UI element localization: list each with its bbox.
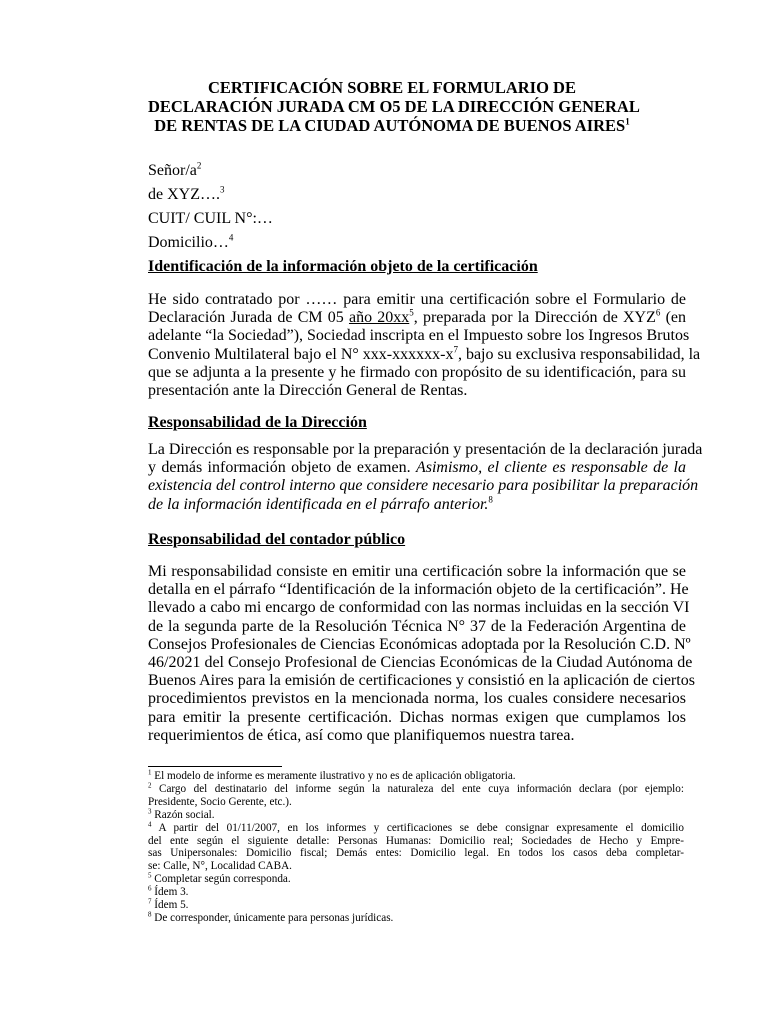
addressee-senor-text: Señor/a xyxy=(148,162,197,179)
footnote-text: Completar según corresponda. xyxy=(154,873,291,886)
footnote-line xyxy=(148,912,684,925)
paragraph-line: de la segunda parte de la Resolución Técnica N° 37 de la Federación Argentina de xyxy=(148,617,686,635)
footnote-number: 2 xyxy=(148,781,152,790)
footnote-text: Ídem 5. xyxy=(154,899,189,912)
footnote-number: 8 xyxy=(148,910,152,919)
paragraph-line: adelante “la Sociedad”), Sociedad inscripta en el Impuesto sobre los Ingresos Brutos xyxy=(148,327,690,345)
paragraph-line: presentación ante la Dirección General de Rentas. xyxy=(148,382,468,400)
footnote-line xyxy=(148,886,684,899)
addressee-company xyxy=(148,185,224,204)
paragraph-line: que se adjunta a la presente y he firmado con propósito de su identificación, para su xyxy=(148,363,686,381)
paragraph-line xyxy=(148,477,699,495)
italic-run: existencia del control interno que considere necesario para posibilitar la preparación xyxy=(148,477,699,495)
footnote-text: El modelo de informe es meramente ilustrativo y no es de aplicación obligatoria. xyxy=(154,770,516,782)
footnote-number: 3 xyxy=(148,806,152,815)
footnote-line xyxy=(148,819,684,835)
paragraph-line: Consejos Profesionales de Ciencias Económicas adoptada por la Resolución C.D. Nº xyxy=(148,635,691,653)
text-run: Convenio Multilateral bajo el N° xxx-xxxxxx-x xyxy=(148,345,454,363)
footnote-number: 7 xyxy=(148,897,152,906)
footnote-1 xyxy=(148,770,684,783)
paragraph-line: Buenos Aires para la emisión de certificaciones y consistió en la aplicación de ciertos xyxy=(148,672,695,690)
title-line-3 xyxy=(148,116,636,135)
section-1-paragraph xyxy=(148,291,701,400)
paragraph-line: 46/2021 del Consejo Profesional de Ciencias Económicas de la Ciudad Autónoma de xyxy=(148,654,693,672)
footnote-line xyxy=(148,806,684,822)
title-line-3-text: DE RENTAS DE LA CIUDAD AUTÓNOMA DE BUENOS AIRES xyxy=(154,116,626,135)
footnote-2 xyxy=(148,783,684,809)
footnotes xyxy=(148,770,684,925)
text-run: , preparada por la Dirección de XYZ xyxy=(413,309,656,327)
paragraph-line: He sido contratado por …… para emitir una certificación sobre el Formulario de xyxy=(148,291,686,308)
text-run: , bajo su exclusiva responsabilidad, la xyxy=(457,345,701,363)
footnote-ref: 5 xyxy=(409,307,414,318)
footnote-line: del ente según el siguiente detalle: Personas Humanas: Domicilio real; Sociedades de Hecho y Empre- xyxy=(148,834,684,847)
footnote-6 xyxy=(148,886,684,899)
footnote-number: 5 xyxy=(148,871,152,880)
section-2-paragraph xyxy=(148,441,703,514)
footnote-ref: 1 xyxy=(625,116,630,127)
section-3-paragraph xyxy=(148,563,695,745)
footnote-line: Presidente, Socio Gerente, etc.). xyxy=(148,795,292,808)
addressee-senor xyxy=(148,161,201,180)
footnote-text: Cargo del destinatario del informe según la naturaleza del ente cuya información declara (por ejemplo: xyxy=(158,782,684,795)
footnote-line xyxy=(148,899,684,912)
paragraph-line xyxy=(148,459,686,477)
addressee-domicilio-text: Domicilio… xyxy=(148,234,229,251)
section-1-heading: Identificación de la información objeto de la certificación xyxy=(148,258,538,275)
italic-run: de la información identificada en el párrafo anterior. xyxy=(148,495,489,513)
footnote-8 xyxy=(148,912,684,925)
footnote-number: 4 xyxy=(148,819,152,828)
paragraph-line xyxy=(148,496,686,514)
footnote-7 xyxy=(148,899,684,912)
paragraph-line: detalla en el párrafo “Identificación de la información objeto de la certificación”. He xyxy=(148,581,689,599)
footnote-text: Razón social. xyxy=(154,808,215,821)
footnote-ref: 7 xyxy=(453,344,458,355)
underlined-year: año 20xx xyxy=(348,309,410,327)
footnote-ref: 2 xyxy=(196,160,202,171)
footnote-ref: 4 xyxy=(228,232,234,243)
title-line-1: CERTIFICACIÓN SOBRE EL FORMULARIO DE xyxy=(208,78,576,97)
footnote-line xyxy=(148,770,684,783)
paragraph-line: Mi responsabilidad consiste en emitir una certificación sobre la información que se xyxy=(148,563,686,580)
footnote-number: 1 xyxy=(148,768,152,777)
addressee-company-text: de XYZ…. xyxy=(148,186,220,203)
footnote-separator xyxy=(148,766,282,767)
paragraph-line: procedimientos previstos en la mencionada norma, los cuales considere necesarios xyxy=(148,690,686,708)
footnote-text: Ídem 3. xyxy=(154,886,189,899)
footnote-text: A partir del 01/11/2007, en los informes y certificaciones se debe consignar expresamente el domicilio xyxy=(158,821,684,834)
footnote-ref: 6 xyxy=(655,307,661,318)
paragraph-line xyxy=(148,309,686,327)
section-3-heading: Responsabilidad del contador público xyxy=(148,531,406,548)
paragraph-line: llevado a cabo mi encargo de conformidad con las normas incluidas en la sección VI xyxy=(148,599,690,617)
footnote-line: sas Unipersonales: Domicilio fiscal; Demás entes: Domicilio legal. En todos los casos deba completar- xyxy=(148,847,684,860)
footnote-5 xyxy=(148,873,684,886)
document-title xyxy=(148,78,640,135)
paragraph-line: La Dirección es responsable por la preparación y presentación de la declaración jurada xyxy=(148,441,703,458)
footnote-line: se: Calle, N°, Localidad CABA. xyxy=(148,860,292,873)
paragraph-line: requerimientos de ética, así como que planifiquemos nuestra tarea. xyxy=(148,726,575,744)
footnote-number: 6 xyxy=(148,884,152,893)
footnote-3 xyxy=(148,806,684,822)
footnote-text: De corresponder, únicamente para personas jurídicas. xyxy=(154,911,394,924)
text-run: (en xyxy=(660,309,687,327)
text-run: Declaración Jurada de CM 05 xyxy=(148,309,349,327)
section-2-heading: Responsabilidad de la Dirección xyxy=(148,414,367,431)
footnote-ref: 8 xyxy=(488,494,493,505)
paragraph-line: para emitir la presente certificación. Dichas normas exigen que cumplamos los xyxy=(148,708,686,726)
addressee-cuit: CUIT/ CUIL N°:… xyxy=(148,210,273,227)
italic-run: Asimismo, el cliente es responsable de la xyxy=(415,459,686,477)
footnote-ref: 3 xyxy=(219,184,225,195)
title-line-2: DECLARACIÓN JURADA CM O5 DE LA DIRECCIÓN GENERAL xyxy=(148,97,640,116)
footnote-4 xyxy=(148,819,684,874)
footnote-line xyxy=(148,873,684,886)
footnote-line xyxy=(148,783,684,796)
paragraph-line xyxy=(148,344,701,364)
text-run: y demás información objeto de examen. xyxy=(148,459,416,477)
addressee-domicilio xyxy=(148,233,233,252)
